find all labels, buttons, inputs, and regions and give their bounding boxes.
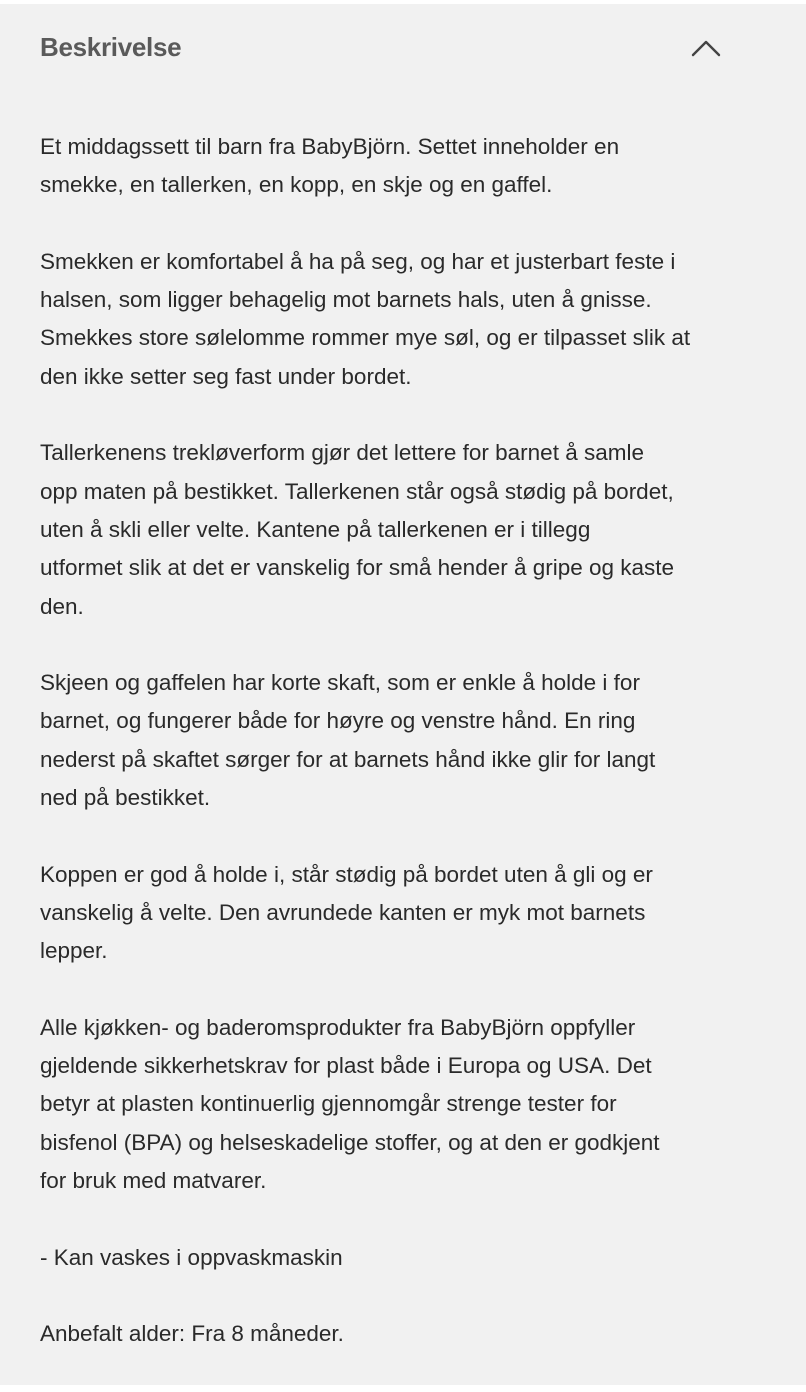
description-body [40, 128, 690, 1392]
description-paragraph [40, 856, 690, 971]
paragraph-line: betyr at plasten kontinuerlig gjennomgår strenge tester for [40, 1091, 617, 1117]
description-paragraph [40, 1239, 690, 1277]
paragraph-line: opp maten på bestikket. Tallerkenen står også stødig på bordet, [40, 478, 674, 504]
paragraph-line: Tallerkenens trekløverform gjør det lettere for barnet å samle [40, 440, 644, 466]
paragraph-line: Skjeen og gaffelen har korte skaft, som er enkle å holde i for [40, 670, 640, 696]
paragraph-line: bisfenol (BPA) og helseskadelige stoffer, og at den er godkjent [40, 1129, 660, 1155]
description-paragraph [40, 664, 690, 817]
paragraph-line: den. [40, 593, 84, 619]
paragraph-line: - Kan vaskes i oppvaskmaskin [40, 1244, 343, 1270]
paragraph-line: barnet, og fungerer både for høyre og venstre hånd. En ring [40, 708, 636, 734]
paragraph-line: utformet slik at det er vanskelig for små hender å gripe og kaste [40, 555, 675, 581]
paragraph-line: Smekkes store sølelomme rommer mye søl, og er tilpasset slik at [40, 325, 691, 351]
description-paragraph [40, 128, 690, 205]
description-paragraph [40, 1315, 690, 1353]
paragraph-line: nederst på skaftet sørger for at barnets hånd ikke glir for langt [40, 746, 656, 772]
paragraph-line: lepper. [40, 938, 108, 964]
paragraph-line: smekke, en tallerken, en kopp, en skje og en gaffel. [40, 172, 553, 198]
paragraph-line: Alle kjøkken- og baderomsprodukter fra BabyBjörn oppfyller [40, 1014, 636, 1040]
accordion-header[interactable] [40, 4, 746, 90]
paragraph-line: for bruk med matvarer. [40, 1168, 267, 1194]
paragraph-line: vanskelig å velte. Den avrundede kanten er myk mot barnets [40, 899, 646, 925]
paragraph-line: Koppen er god å holde i, står stødig på bordet uten å gli og er [40, 861, 653, 887]
paragraph-line: den ikke setter seg fast under bordet. [40, 363, 412, 389]
section-title: Beskrivelse [40, 31, 182, 62]
description-accordion [0, 4, 806, 1385]
description-paragraph [40, 434, 690, 625]
paragraph-line: ned på bestikket. [40, 785, 211, 811]
chevron-up-icon[interactable] [686, 32, 726, 62]
description-paragraph [40, 243, 690, 396]
paragraph-line: Et middagssett til barn fra BabyBjörn. Settet inneholder en [40, 134, 620, 159]
paragraph-line: Smekken er komfortabel å ha på seg, og har et justerbart feste i [40, 248, 676, 274]
paragraph-line: uten å skli eller velte. Kantene på tallerkenen er i tillegg [40, 516, 591, 542]
description-paragraph [40, 1009, 690, 1200]
paragraph-line: halsen, som ligger behagelig mot barnets hals, uten å gnisse. [40, 287, 652, 313]
paragraph-line: gjeldende sikkerhetskrav for plast både i Europa og USA. Det [40, 1053, 652, 1079]
paragraph-line: Anbefalt alder: Fra 8 måneder. [40, 1321, 344, 1347]
